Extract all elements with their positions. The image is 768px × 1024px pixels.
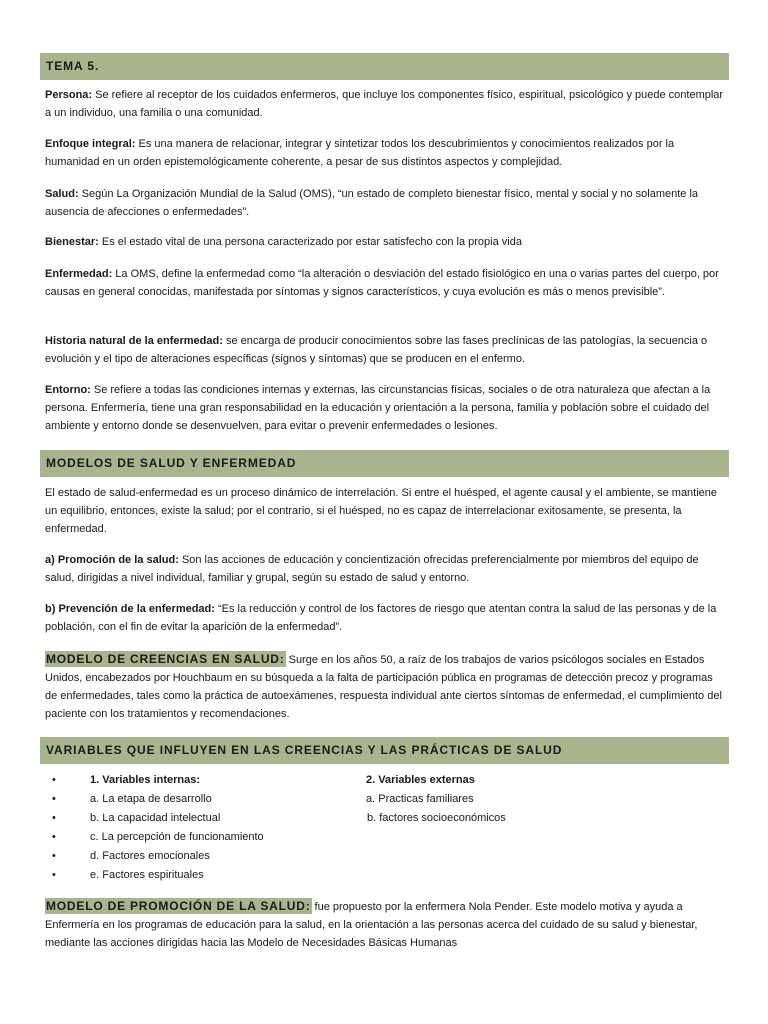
variables-internas-list <box>90 771 350 885</box>
section-heading-tema5: TEMA 5. <box>40 53 729 80</box>
list-item <box>90 771 350 790</box>
definition-term: Enfermedad: <box>45 268 113 280</box>
definition-term: Salud: <box>45 188 79 200</box>
promocion-salud-item <box>45 551 725 587</box>
list-item: • d. Factores emocionales <box>90 847 350 866</box>
list-item: • c. La percepción de funcionamiento <box>90 828 350 847</box>
list-item: • e. Factores espirituales <box>90 866 350 885</box>
definition-text: Se refiere al receptor de los cuidados enfermeros, que incluye los componentes físico, espiritual, psicológico y puede contemplar a un individuo, una familia o una comunidad. <box>45 89 724 119</box>
list-heading: 2. Variables externas <box>366 774 475 786</box>
definition-term: a) Promoción de la salud: <box>45 554 179 566</box>
definition-text: Es el estado vital de una persona caracterizado por estar satisfecho con la propia vida <box>98 236 522 248</box>
definition-salud <box>45 185 725 221</box>
definition-bienestar <box>45 233 725 251</box>
modelo-promocion-label: MODELO DE PROMOCIÓN DE LA SALUD: <box>46 899 311 913</box>
definition-term: Bienestar: <box>45 236 99 248</box>
section-heading-modelos: MODELOS DE SALUD Y ENFERMEDAD <box>40 450 729 477</box>
modelo-creencias-label: MODELO DE CREENCIAS EN SALUD: <box>46 652 285 666</box>
definition-term: Historia natural de la enfermedad: <box>45 335 223 347</box>
definition-text: La OMS, define la enfermedad como “la alteración o desviación del estado fisiológico en una o varias partes del cuerpo, por causas en general conocidas, manifestada por síntomas y signos característicos, y cuya evolución es más o menos previsible”. <box>45 268 719 298</box>
definition-text: Se refiere a todas las condiciones internas y externas, las circunstancias físicas, sociales o de otra naturaleza que afectan a la persona. Enfermería, tiene una gran responsabilidad en la educación y orientación a la persona, familia y población sobre el cuidado del ambiente y entorno donde se desenvuelven, para evitar o prevenir enfermedades o lesiones. <box>45 384 711 432</box>
definition-term: Entorno: <box>45 384 91 396</box>
definition-entorno <box>45 381 725 435</box>
definition-text: Son las acciones de educación y concientización ofrecidas preferencialmente por miembros del equipo de salud, dirigidas a nivel individual, familiar y grupal, según su estado de salud y entorno. <box>45 554 699 584</box>
list-item: • b. La capacidad intelectual <box>90 809 350 828</box>
list-heading: 1. Variables internas: <box>90 774 201 786</box>
prevencion-enfermedad-item <box>45 600 725 636</box>
modelo-creencias-text: Surge en los años 50, a raíz de los trabajos de varios psicólogos sociales en Estados Unidos, encabezados por Houchbaum en su búsqueda a la falta de participación pública en programas de detección precoz y programas de enfermedades, tales como la práctica de autoexámenes, respuesta individual ante ciertos síntomas de enfermedad, el cumplimiento del paciente con los tratamientos y recomendaciones. <box>45 654 722 720</box>
definition-historia-natural <box>45 332 725 368</box>
variables-externas-list <box>366 771 666 828</box>
definition-text: Según La Organización Mundial de la Salud (OMS), “un estado de completo bienestar físico, mental y social y no solamente la ausencia de afecciones o enfermedades”. <box>45 188 699 218</box>
definition-term: Persona: <box>45 89 93 101</box>
definition-text: se encarga de producir conocimientos sobre las fases preclínicas de las patologías, la secuencia o evolución y el tipo de alteraciones específicas (signos y síntomas) que se producen en el enfermo. <box>45 335 708 365</box>
definition-persona <box>45 86 725 122</box>
modelo-promocion-paragraph <box>45 897 725 952</box>
modelo-creencias-paragraph <box>45 650 725 723</box>
section-heading-variables: VARIABLES QUE INFLUYEN EN LAS CREENCIAS Y LAS PRÁCTICAS DE SALUD <box>40 737 729 764</box>
modelos-intro: El estado de salud-enfermedad es un proceso dinámico de interrelación. Si entre el huésped, el agente causal y el ambiente, se mantiene un equilibrio, entonces, existe la salud; por el contrario, si el huésped, no es capaz de interrelacionar exitosamente, se presenta, la enfermedad. <box>45 487 718 535</box>
definition-enfoque-integral <box>45 135 725 171</box>
list-item: b. factores socioeconómicos <box>367 812 506 824</box>
definition-text: “Es la reducción y control de los factores de riesgo que atentan contra la salud de las personas y de la población, con el fin de evitar la aparición de la enfermedad”. <box>45 603 717 633</box>
definition-enfermedad <box>45 265 725 301</box>
definition-text: Es una manera de relacionar, integrar y sintetizar todos los descubrimientos y conocimientos realizados por la humanidad en un orden epistemológicamente coherente, a pesar de sus distintos aspectos y complejidad. <box>45 138 675 168</box>
definition-term: Enfoque integral: <box>45 138 136 150</box>
modelo-promocion-text: fue propuesto por la enfermera Nola Pender. Este modelo motiva y ayuda a Enfermería en los programas de educación para la salud, en la orientación a las personas acerca del cuidado de su salud y bienestar, mediante las acciones dirigidas hacia las Modelo de Necesidades Básicas Humanas <box>45 901 698 949</box>
definition-term: b) Prevención de la enfermedad: <box>45 603 215 615</box>
list-item: a. Practicas familiares <box>366 793 474 805</box>
list-item <box>366 771 666 790</box>
list-item: • a. La etapa de desarrollo <box>90 790 350 809</box>
